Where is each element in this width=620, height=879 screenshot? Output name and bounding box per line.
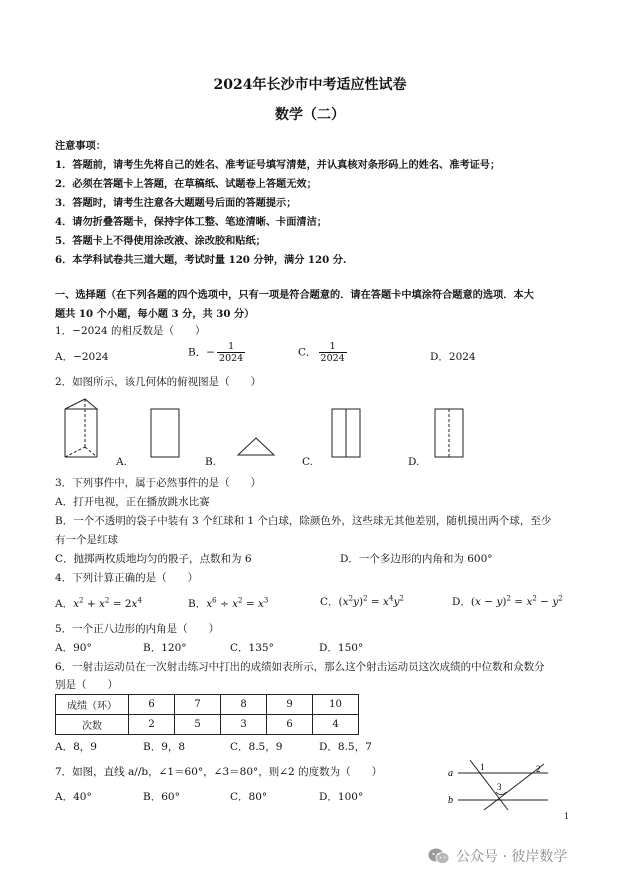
q3-option-d: D．一个多边形的内角和为 600° bbox=[340, 553, 493, 565]
q5-option-b: B．120° bbox=[143, 642, 187, 654]
table-cell: 5 bbox=[175, 715, 221, 735]
q1-option-c-numerator: 1 bbox=[329, 341, 336, 352]
table-cell: 9 bbox=[267, 695, 313, 715]
q6-option-a: A．8，9 bbox=[55, 741, 97, 753]
q1-option-b-denominator: 2024 bbox=[219, 353, 244, 364]
table-cell: 10 bbox=[313, 695, 359, 715]
section-heading-line-1: 一、选择题（在下列各题的四个选项中，只有一项是符合题意的．请在答题卡中填涂符合题意的选项．本大 bbox=[55, 289, 534, 301]
q3-option-b-line-1: B．一个不透明的袋子中装有 3 个红球和 1 个白球，除颜色外，这些球无其他差别，随机摸出两个球，至少 bbox=[55, 515, 552, 527]
q6-option-b: B．9，8 bbox=[143, 741, 186, 753]
line-a-label: a bbox=[448, 768, 453, 779]
page-number: 1 bbox=[564, 812, 570, 821]
angle-1-label: 1 bbox=[480, 762, 485, 772]
q4-option-b-label: B． bbox=[188, 598, 207, 610]
q6-stem-line-2: 别是（ ） bbox=[55, 679, 118, 691]
q2-option-d: D. bbox=[408, 456, 420, 468]
watermark-text: 公众号 · 彼岸数学 bbox=[456, 849, 568, 865]
q3-stem: 3．下列事件中，属于必然事件的是（ ） bbox=[55, 477, 262, 489]
table-header-cell: 成绩（环） bbox=[56, 695, 129, 715]
score-table bbox=[55, 694, 359, 735]
option-c-triangle bbox=[238, 438, 274, 455]
notice-item-3: 3．答题时，请考生注意各大题题号后面的答题提示； bbox=[55, 197, 297, 209]
q1-option-a: A．−2024 bbox=[55, 351, 109, 363]
q4-option-a-label: A． bbox=[55, 598, 74, 610]
q1-stem: 1．−2024 的相反数是（ ） bbox=[55, 325, 206, 337]
q1-option-b bbox=[188, 341, 247, 364]
q1-option-b-label: B． bbox=[188, 346, 207, 359]
q4-option-c: C．$(x^2y)^2 = x^4y^2$ bbox=[320, 594, 404, 608]
q2-option-b: B. bbox=[205, 456, 217, 468]
triangular-prism-figure bbox=[65, 399, 97, 457]
q3-option-b-line-2: 有一个是红球 bbox=[55, 534, 118, 546]
table-cell: 3 bbox=[221, 715, 267, 735]
option-b-rectangle bbox=[151, 409, 179, 457]
option-d-rectangle-split bbox=[332, 409, 360, 457]
q5-option-c: C．135° bbox=[230, 642, 274, 654]
q4-option-c-label: C． bbox=[320, 596, 339, 608]
q1-option-b-numerator: 1 bbox=[228, 341, 235, 352]
table-row bbox=[56, 715, 359, 735]
q2-option-c: C. bbox=[302, 456, 313, 468]
notice-heading: 注意事项： bbox=[55, 140, 106, 152]
notice-item-6: 6．本学科试卷共三道大题，考试时量 120 分钟，满分 120 分. bbox=[55, 254, 347, 266]
line-b-label: b bbox=[448, 795, 453, 806]
section-heading-line-2: 题共 10 个小题，每小题 3 分，共 30 分） bbox=[55, 308, 255, 320]
q3-option-c: C．抛掷两枚质地均匀的骰子，点数和为 6 bbox=[55, 553, 252, 565]
q1-option-c bbox=[298, 341, 349, 364]
q4-option-a: A．$x^2 + x^2 = 2x^4$ bbox=[55, 596, 142, 610]
table-cell: 6 bbox=[267, 715, 313, 735]
parallel-lines-figure bbox=[440, 756, 560, 814]
option-e-rectangle-dashed bbox=[435, 409, 463, 457]
q1-option-b-sign: − bbox=[206, 346, 216, 359]
q4-option-d-label: D． bbox=[452, 596, 471, 608]
table-row bbox=[56, 695, 359, 715]
q7-option-d: D．100° bbox=[319, 791, 364, 803]
q7-option-c: C．80° bbox=[230, 791, 268, 803]
notice-item-2: 2．必须在答题卡上答题，在草稿纸、试题卷上答题无效； bbox=[55, 178, 317, 190]
table-cell: 7 bbox=[175, 695, 221, 715]
q4-option-d: D．$(x - y)^2 = x^2 - y^2$ bbox=[452, 594, 563, 608]
q1-option-c-fraction bbox=[319, 341, 347, 364]
exam-subtitle: 数学（二） bbox=[275, 107, 345, 123]
q5-option-d: D．150° bbox=[319, 642, 364, 654]
q1-option-b-fraction bbox=[217, 341, 245, 364]
table-cell: 8 bbox=[221, 695, 267, 715]
angle-3-label: 3 bbox=[497, 782, 502, 792]
notice-item-4: 4．请勿折叠答题卡，保持字体工整、笔迹清晰、卡面清洁； bbox=[55, 216, 327, 228]
q1-option-c-denominator: 2024 bbox=[320, 353, 345, 364]
q3-option-a: A．打开电视，正在播放跳水比赛 bbox=[55, 496, 210, 508]
table-header-cell: 次数 bbox=[56, 715, 129, 735]
q5-option-a: A．90° bbox=[55, 642, 92, 654]
q4-stem: 4．下列计算正确的是（ ） bbox=[55, 572, 199, 584]
q1-option-c-label: C． bbox=[298, 346, 317, 359]
q7-option-b: B．60° bbox=[143, 791, 180, 803]
notice-item-1: 1．答题前，请考生先将自己的姓名、准考证号填写清楚，并认真核对条形码上的姓名、准考证号； bbox=[55, 159, 501, 171]
angle-2-label: 2 bbox=[536, 764, 541, 774]
notice-item-5: 5．答题卡上不得使用涂改液、涂改胶和贴纸； bbox=[55, 235, 266, 247]
table-cell: 6 bbox=[129, 695, 175, 715]
q5-stem: 5．一个正八边形的内角是（ ） bbox=[55, 623, 220, 635]
table-cell: 2 bbox=[129, 715, 175, 735]
q2-option-a: A. bbox=[116, 456, 127, 468]
q7-stem: 7．如图，直线 a//b，∠1＝60°，∠3＝80°，则∠2 的度数为（ ） bbox=[55, 766, 383, 778]
q6-option-d: D．8.5，7 bbox=[319, 741, 372, 753]
q4-option-b: B．$x^6 \div x^2 = x^3$ bbox=[188, 596, 269, 610]
q7-option-a: A．40° bbox=[55, 791, 92, 803]
table-cell: 4 bbox=[313, 715, 359, 735]
q1-option-d: D．2024 bbox=[430, 351, 476, 363]
q2-figures bbox=[55, 395, 615, 470]
q2-stem: 2．如图所示，该几何体的俯视图是（ ） bbox=[55, 376, 262, 388]
exam-title: 2024年长沙市中考适应性试卷 bbox=[213, 77, 407, 93]
watermark bbox=[428, 846, 567, 866]
q6-stem-line-1: 6．一射击运动员在一次射击练习中打出的成绩如表所示，那么这个射击运动员这次成绩的中位数和众数分 bbox=[55, 661, 545, 673]
wechat-icon bbox=[428, 847, 450, 865]
q6-option-c: C．8.5，9 bbox=[230, 741, 283, 753]
